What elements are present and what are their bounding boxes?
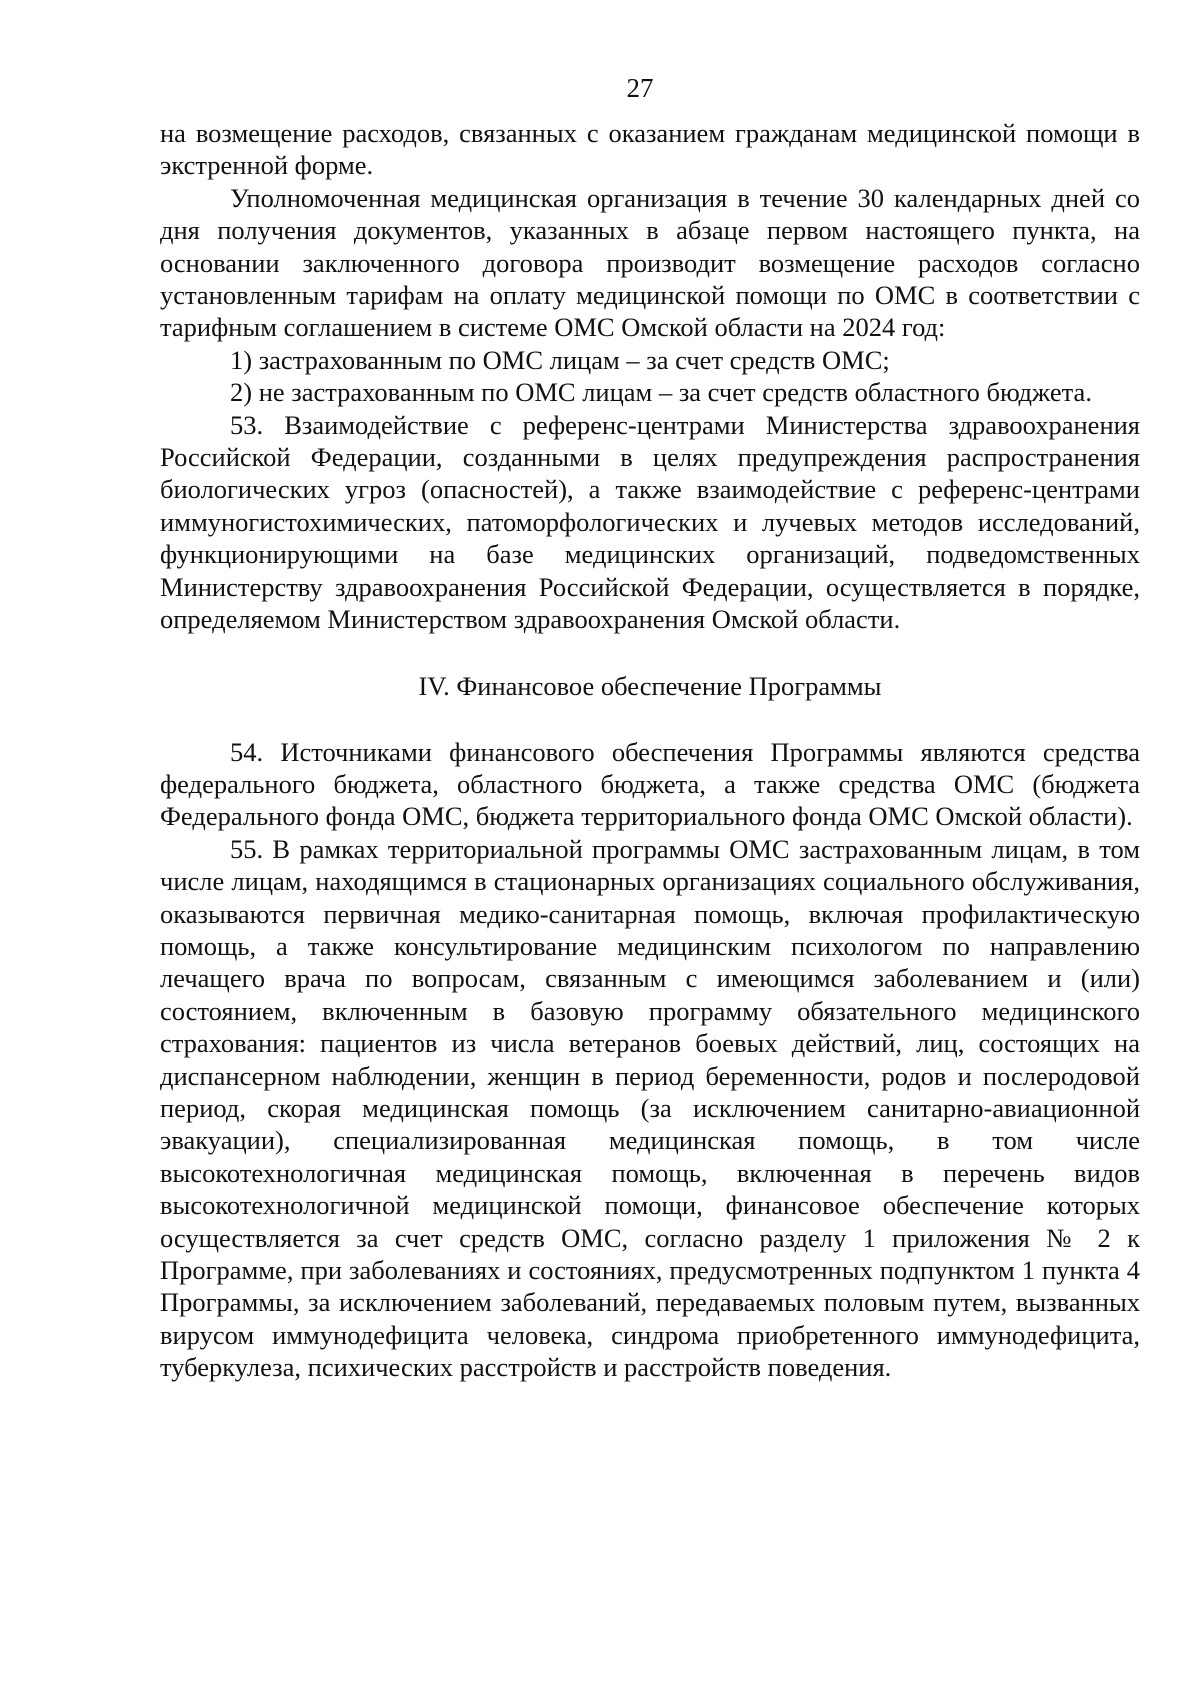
list-item-insured: 1) застрахованным по ОМС лицам – за счет средств ОМС;	[230, 344, 890, 375]
document-body	[160, 117, 1140, 1384]
paragraph-54: 54. Источниками финансового обеспечения Программы являются средства федерального бюджета, областного бюджета, а также средства ОМС (бюджета Федерального фонда ОМС, бюджета территориального фонда ОМС Омской области).	[160, 736, 1140, 832]
page-number: 27	[626, 73, 654, 103]
paragraph-55: 55. В рамках территориальной программы ОМС застрахованным лицам, в том числе лицам, находящимся в стационарных организациях социального обслуживания, оказываются первичная медико-санитарная помощь, включая профилактическую помощь, а также консультирование медицинским психологом по направлению лечащего врача по вопросам, связанным с имеющимся заболеванием и (или) состоянием, включенным в базовую программу обязательного медицинского страхования: пациентов из числа ветеранов боевых действий, лиц, состоящих на диспансерном наблюдении, женщин в период беременности, родов и послеродовой период, скорая медицинская помощь (за исключением санитарно-авиационной эвакуации), специализированная медицинская помощь, в том числе высокотехнологичная медицинская помощь, включенная в перечень видов высокотехнологичной медицинской помощи, финансовое обеспечение которых осуществляется за счет средств ОМС, согласно разделу 1 приложения № 2 к Программе, при заболеваниях и состояниях, предусмотренных подпунктом 1 пункта 4 Программы, за исключением заболеваний, передаваемых половым путем, вызванных вирусом иммунодефицита человека, синдрома приобретенного иммунодефицита, туберкулеза, психических расстройств и расстройств поведения.	[160, 833, 1140, 1383]
section-heading: IV. Финансовое обеспечение Программы	[418, 670, 882, 701]
paragraph-continuation: на возмещение расходов, связанных с оказанием гражданам медицинской помощи в экстренной форме.	[160, 118, 1140, 181]
paragraph-53: 53. Взаимодействие с референс-центрами Министерства здравоохранения Российской Федерации, созданными в целях предупреждения распространения биологических угроз (опасностей), а также взаимодействие с референс-центрами иммуногистохимических, патоморфологических и лучевых методов исследований, функционирующими на базе медицинских организаций, подведомственных Министерству здравоохранения Российской Федерации, осуществляется в порядке, определяемом Министерством здравоохранения Омской области.	[160, 409, 1140, 635]
paragraph-authorized-organization: Уполномоченная медицинская организация в течение 30 календарных дней со дня получения документов, указанных в абзаце первом настоящего пункта, на основании заключенного договора производит возмещение расходов согласно установленным тарифам на оплату медицинской помощи по ОМС в соответствии с тарифным соглашением в системе ОМС Омской области на 2024 год:	[160, 182, 1140, 343]
list-item-uninsured: 2) не застрахованным по ОМС лицам – за счет средств областного бюджета.	[230, 377, 1092, 408]
